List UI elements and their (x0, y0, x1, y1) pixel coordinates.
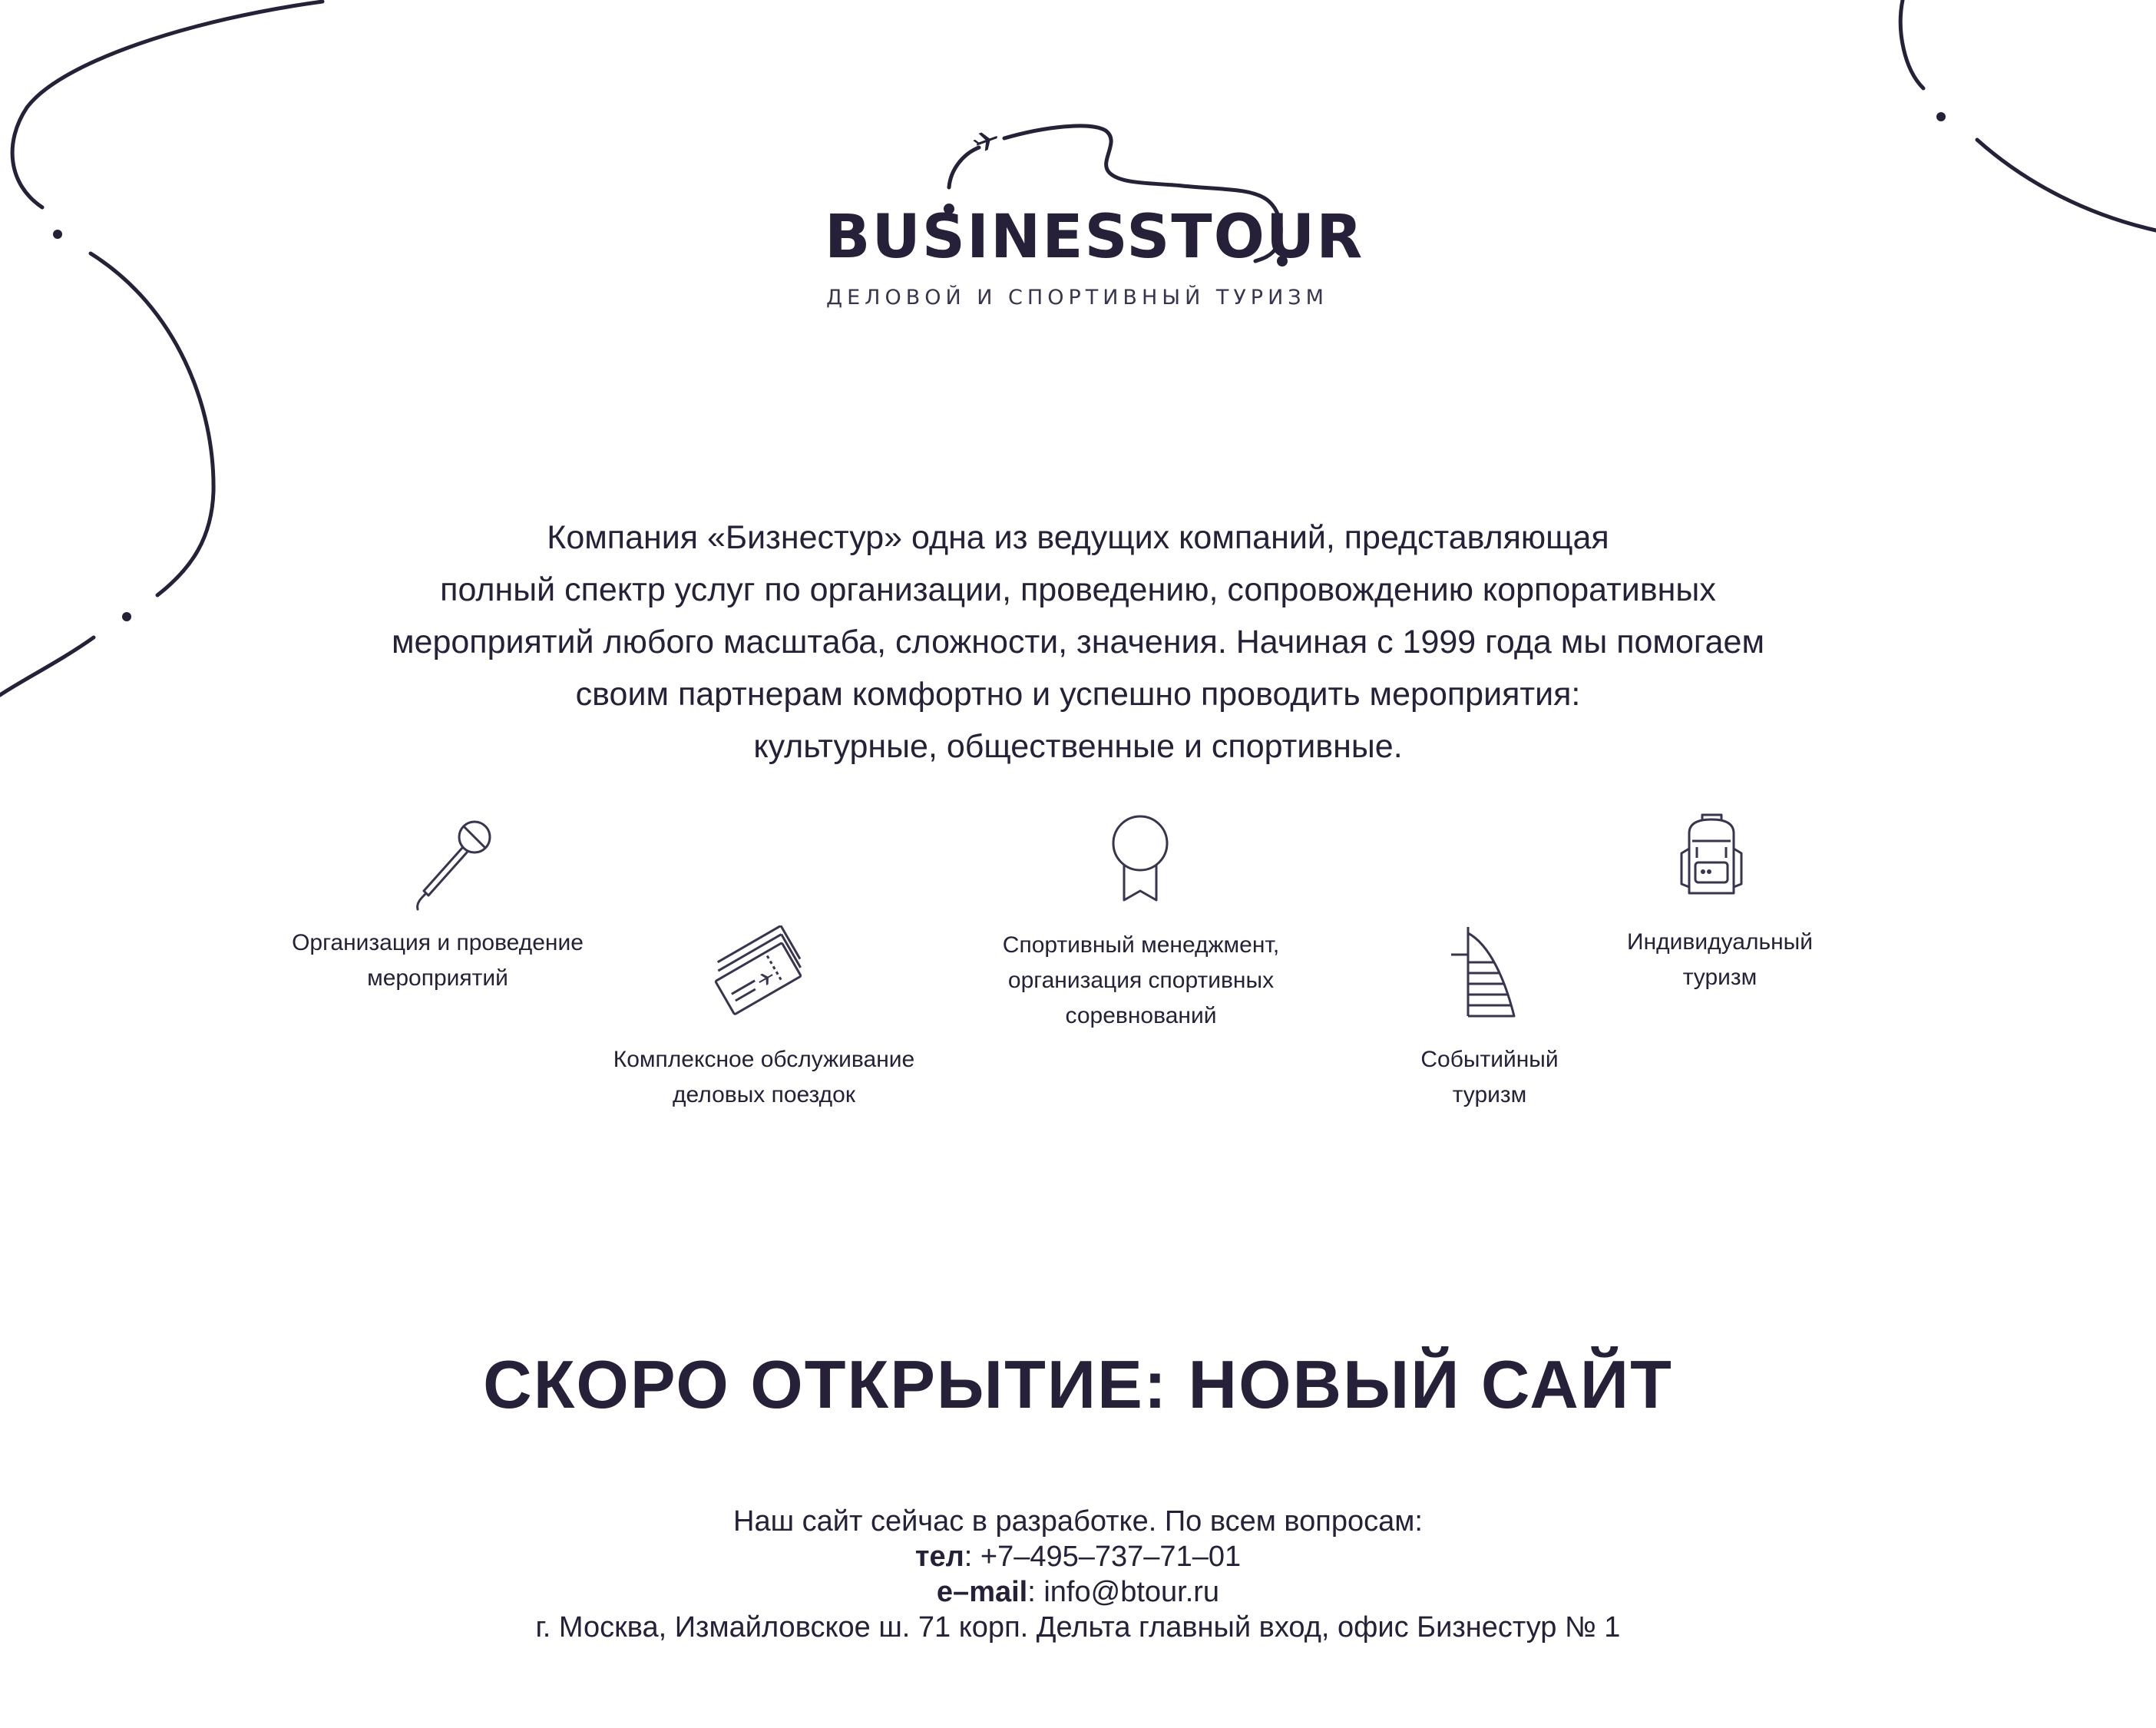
backpack-icon (1675, 810, 1748, 899)
description-line: полный спектр услуг по организации, проведению, сопровождению корпоративных (440, 571, 1716, 608)
service-label-event-tourism: Событийный туризм (1420, 1047, 1559, 1107)
service-label-sport-management: Спортивный менеджмент, организация спортивных соревнований (1002, 932, 1280, 1028)
microphone-icon (407, 814, 499, 914)
coming-soon-headline: СКОРО ОТКРЫТИЕ: НОВЫЙ САЙТ (483, 1346, 1673, 1422)
company-description (230, 511, 1926, 773)
email-link[interactable]: info@btour.ru (1043, 1576, 1220, 1608)
description-line: мероприятий любого масштаба, сложности, значения. Начиная с 1999 года мы помогаем (391, 624, 1765, 660)
address: г. Москва, Измайловское ш. 71 корп. Дельта главный вход, офис Бизнестур № 1 (535, 1611, 1621, 1644)
description-line: Компания «Бизнестур» одна из ведущих компаний, представляющая (547, 519, 1609, 556)
contacts-block (0, 1504, 2156, 1645)
sail-building-icon (1443, 925, 1520, 1021)
logo-tagline: ДЕЛОВОЙ И СПОРТИВНЫЙ ТУРИЗМ (826, 286, 1328, 310)
phone-label: тел (914, 1541, 964, 1573)
contacts-intro: Наш сайт сейчас в разработке. По всем вопросам: (733, 1505, 1423, 1538)
description-line: культурные, общественные и спортивные. (753, 728, 1403, 765)
email-line: e–mail: info@btour.ru (936, 1576, 1220, 1608)
phone-link[interactable]: +7–495–737–71–01 (980, 1541, 1242, 1573)
medal-icon (1106, 814, 1175, 906)
tickets-icon (706, 925, 806, 1025)
phone-line: тел: +7–495–737–71–01 (914, 1541, 1242, 1573)
logo-wordmark: BUSINESSTOUR (825, 203, 1364, 272)
description-line: своим партнерам комфортно и успешно проводить мероприятия: (575, 676, 1581, 713)
service-label-individual-tourism: Индивидуальный туризм (1627, 929, 1813, 990)
email-label: e–mail (936, 1576, 1028, 1608)
service-label-business-trips: Комплексное обслуживание деловых поездок (613, 1047, 915, 1107)
service-label-events: Организация и проведение мероприятий (292, 930, 584, 991)
